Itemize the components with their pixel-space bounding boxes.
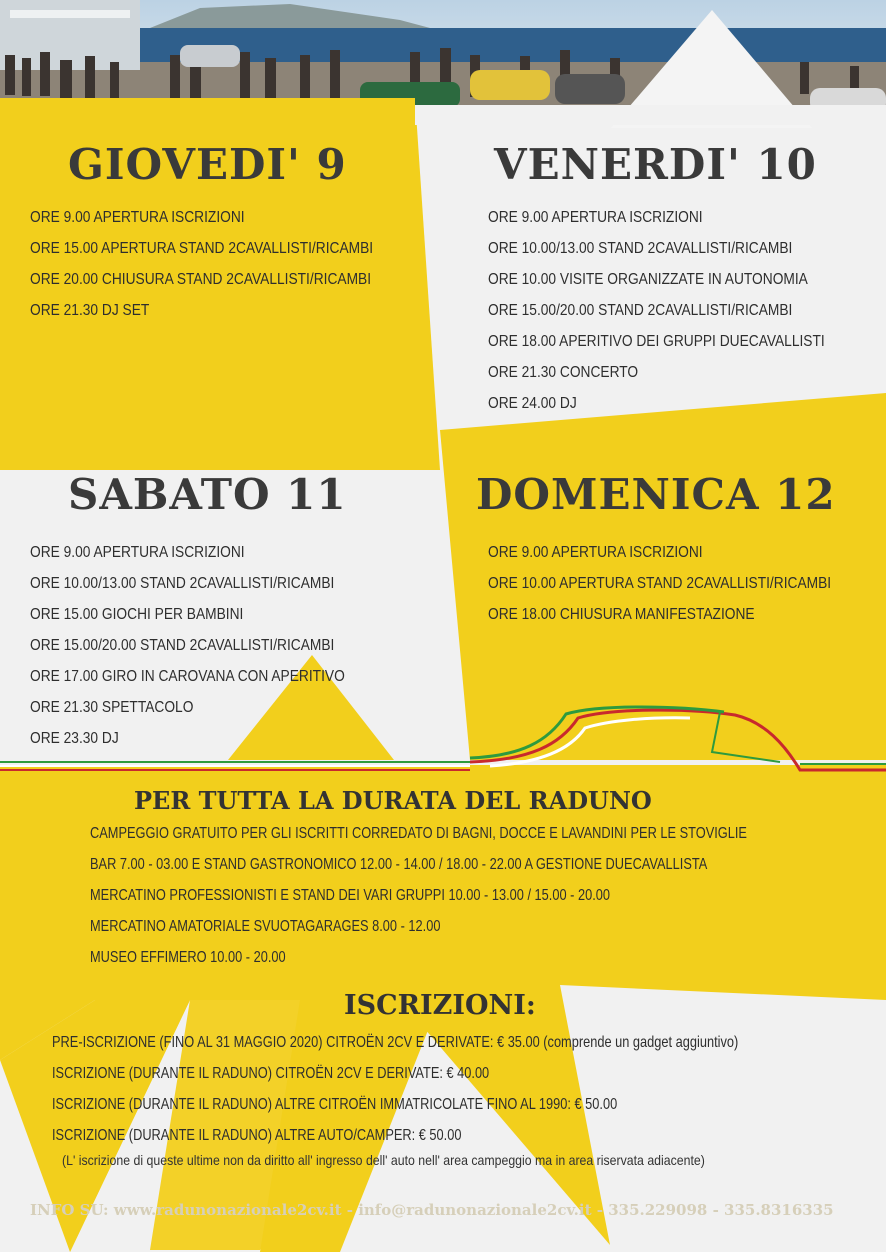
schedule-item: ORE 10.00/13.00 STAND 2CAVALLISTI/RICAMBI [30, 575, 335, 592]
registration-item: ISCRIZIONE (DURANTE IL RADUNO) ALTRE AUTO/CAMPER: € 50.00 [52, 1127, 462, 1144]
schedule-item: ORE 9.00 APERTURA ISCRIZIONI [30, 544, 245, 561]
sunday-schedule [488, 537, 886, 630]
day-title-thursday: GIOVEDI' 9 [68, 140, 347, 189]
schedule-item: ORE 15.00/20.00 STAND 2CAVALLISTI/RICAMBI [30, 637, 335, 654]
duration-item: BAR 7.00 - 03.00 E STAND GASTRONOMICO 12.00 - 14.00 / 18.00 - 22.00 A GESTIONE DUECAVALLISTA [90, 856, 708, 873]
schedule-item: ORE 21.30 SPETTACOLO [30, 699, 194, 716]
duration-item: MUSEO EFFIMERO 10.00 - 20.00 [90, 949, 286, 966]
schedule-item: ORE 10.00 APERTURA STAND 2CAVALLISTI/RICAMBI [488, 575, 832, 592]
schedule-item: ORE 23.30 DJ [30, 730, 119, 747]
day-title-sunday: DOMENICA 12 [476, 470, 836, 519]
duration-list [90, 818, 886, 973]
registration-item: PRE-ISCRIZIONE (FINO AL 31 MAGGIO 2020) CITROËN 2CV E DERIVATE: € 35.00 (comprende un gadget aggiuntivo) [52, 1034, 739, 1051]
schedule-item: ORE 17.00 GIRO IN CAROVANA CON APERITIVO [30, 668, 345, 685]
schedule-item: ORE 9.00 APERTURA ISCRIZIONI [488, 209, 703, 226]
duration-title: PER TUTTA LA DURATA DEL RADUNO [134, 786, 652, 815]
schedule-item: ORE 9.00 APERTURA ISCRIZIONI [488, 544, 703, 561]
registration-item: ISCRIZIONE (DURANTE IL RADUNO) ALTRE CITROËN IMMATRICOLATE FINO AL 1990: € 50.00 [52, 1096, 618, 1113]
duration-item: MERCATINO PROFESSIONISTI E STAND DEI VARI GRUPPI 10.00 - 13.00 / 15.00 - 20.00 [90, 887, 610, 904]
schedule-item: ORE 10.00 VISITE ORGANIZZATE IN AUTONOMIA [488, 271, 808, 288]
footer-info: INFO SU: www.radunonazionale2cv.it - info@radunonazionale2cv.it - 335.229098 - 335.8316335 [30, 1201, 834, 1219]
duration-item: CAMPEGGIO GRATUITO PER GLI ISCRITTI CORREDATO DI BAGNI, DOCCE E LAVANDINI PER LE STOVIGLIE [90, 825, 747, 842]
registration-list [52, 1027, 886, 1151]
registration-note: (L' iscrizione di queste ultime non da diritto all' ingresso dell' auto nell' area campeggio ma in area riservata adiacente) [62, 1152, 705, 1168]
schedule-item: ORE 21.30 DJ SET [30, 302, 150, 319]
schedule-item: ORE 18.00 CHIUSURA MANIFESTAZIONE [488, 606, 755, 623]
friday-schedule [488, 202, 880, 419]
schedule-item: ORE 15.00/20.00 STAND 2CAVALLISTI/RICAMBI [488, 302, 793, 319]
schedule-item: ORE 18.00 APERITIVO DEI GRUPPI DUECAVALLISTI [488, 333, 825, 350]
saturday-schedule [30, 537, 396, 754]
schedule-item: ORE 9.00 APERTURA ISCRIZIONI [30, 209, 245, 226]
registration-item: ISCRIZIONE (DURANTE IL RADUNO) CITROËN 2CV E DERIVATE: € 40.00 [52, 1065, 490, 1082]
schedule-item: ORE 24.00 DJ [488, 395, 577, 412]
schedule-item: ORE 20.00 CHIUSURA STAND 2CAVALLISTI/RICAMBI [30, 271, 372, 288]
day-title-friday: VENERDI' 10 [494, 140, 817, 189]
registration-title: ISCRIZIONI: [344, 990, 536, 1021]
day-title-saturday: SABATO 11 [68, 470, 347, 519]
schedule-item: ORE 15.00 GIOCHI PER BAMBINI [30, 606, 244, 623]
schedule-item: ORE 15.00 APERTURA STAND 2CAVALLISTI/RICAMBI [30, 240, 374, 257]
duration-item: MERCATINO AMATORIALE SVUOTAGARAGES 8.00 - 12.00 [90, 918, 441, 935]
schedule-item: ORE 21.30 CONCERTO [488, 364, 639, 381]
thursday-schedule [30, 202, 429, 326]
schedule-item: ORE 10.00/13.00 STAND 2CAVALLISTI/RICAMBI [488, 240, 793, 257]
